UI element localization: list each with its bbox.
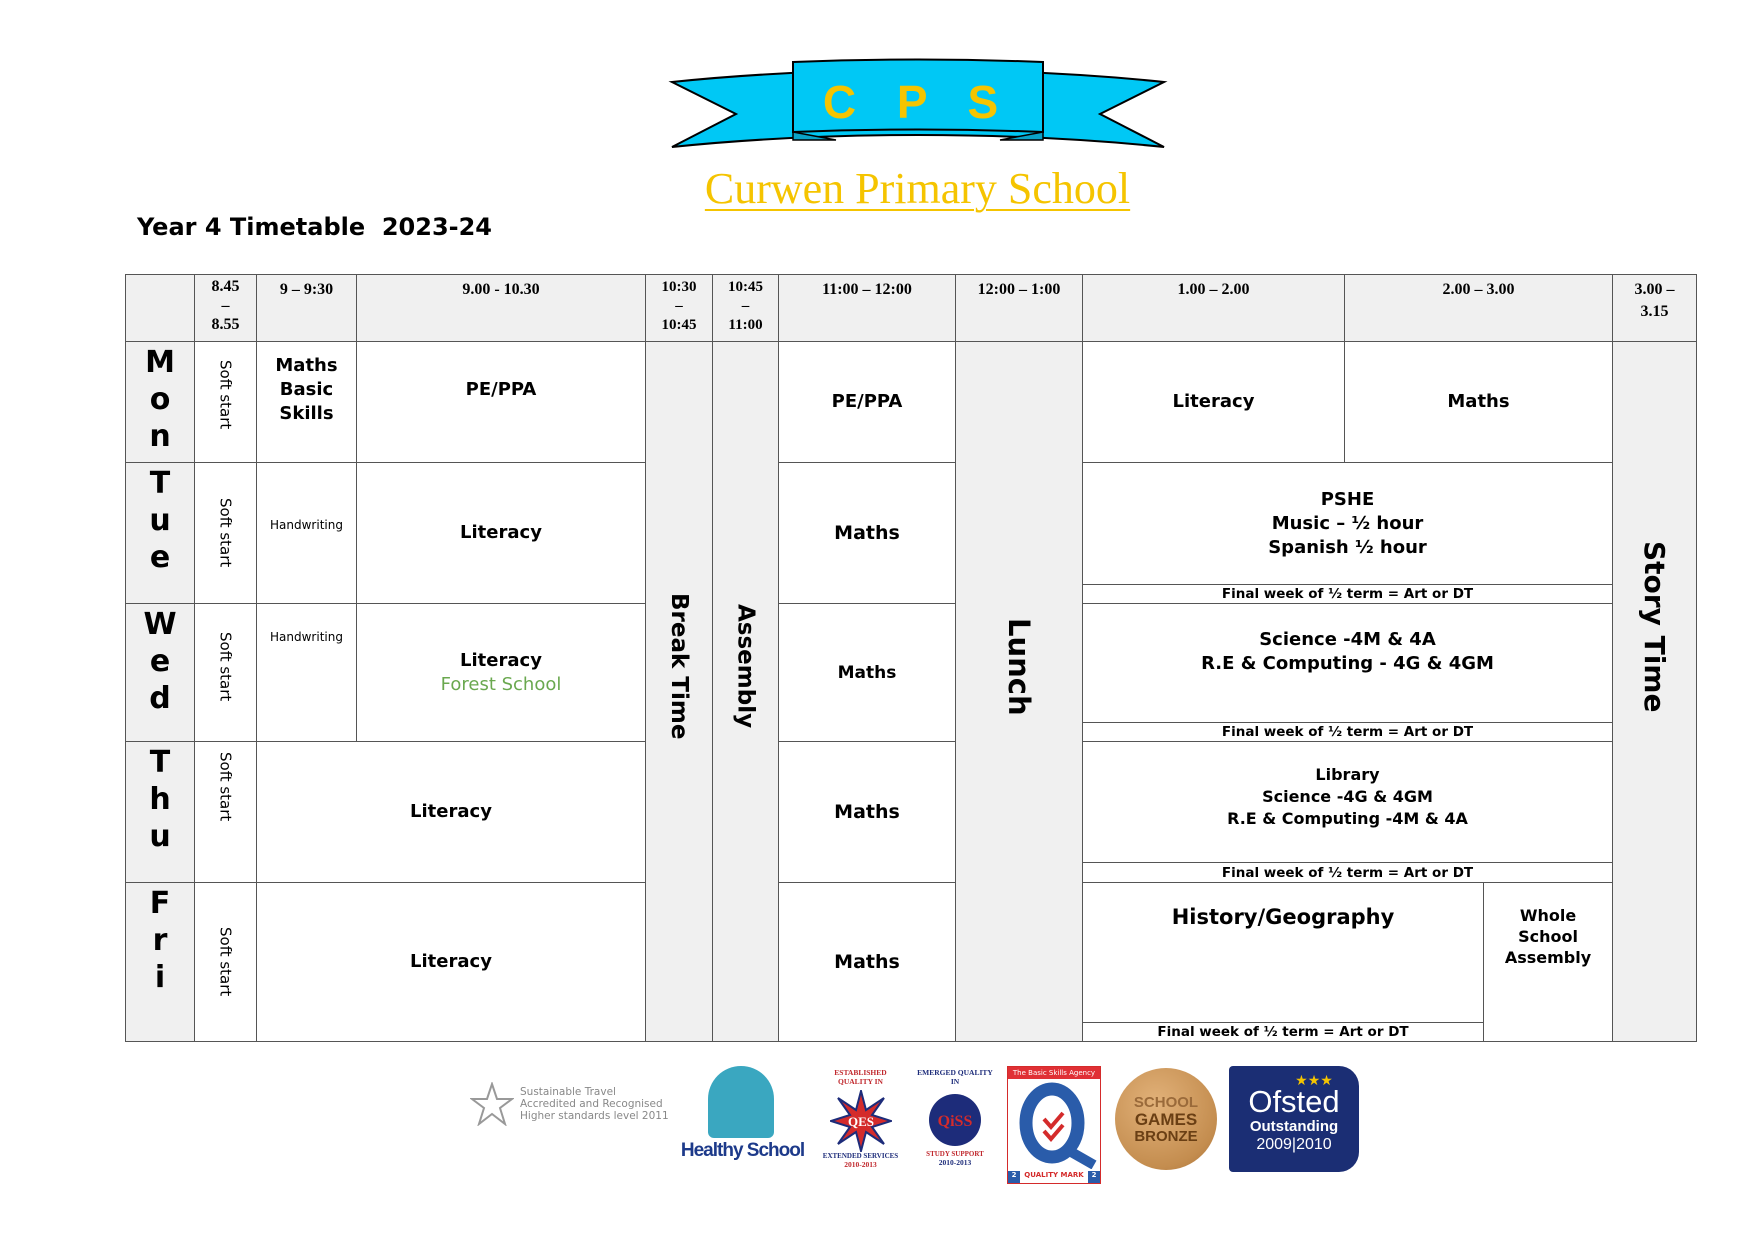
thu-late-morning-lesson: Maths <box>778 741 956 883</box>
stars-icon: ★★★ <box>1295 1072 1333 1088</box>
school-name[interactable]: Curwen Primary School <box>704 164 1131 213</box>
day-label-tue: T u e <box>125 462 195 604</box>
qiss-circle-icon <box>927 1092 983 1148</box>
fri-morning-lesson: Literacy <box>256 882 646 1042</box>
story-time-cell: Story Time <box>1612 341 1697 1042</box>
qes-star-icon <box>830 1090 892 1152</box>
day-label-mon: M o n <box>125 341 195 463</box>
fri-late-morning-lesson: Maths <box>778 882 956 1042</box>
assembly-cell: Assembly <box>712 341 779 1042</box>
q-checkmark-icon <box>1008 1079 1100 1169</box>
wed-late-morning-lesson: Maths <box>778 603 956 742</box>
mon-afternoon-2: Maths <box>1344 341 1613 463</box>
soft-start-tue: Soft start <box>194 462 257 604</box>
svg-text:QES: QES <box>847 1114 874 1129</box>
banner-text: C P S <box>822 76 1013 128</box>
tue-morning-lesson: Literacy <box>356 462 646 604</box>
forest-school-note: Forest School <box>440 673 562 695</box>
mon-maths-basic-skills: Maths Basic Skills <box>256 341 357 463</box>
mon-afternoon-1: Literacy <box>1082 341 1345 463</box>
header-col-0900: 9 – 9:30 <box>256 274 357 342</box>
day-label-thu: T h u <box>125 741 195 883</box>
tue-afternoon: PSHE Music – ½ hour Spanish ½ hour <box>1082 462 1613 585</box>
svg-text:QiSS: QiSS <box>937 1113 973 1130</box>
thu-afternoon: Library Science -4G & 4GM R.E & Computing -4M & 4A <box>1082 741 1613 863</box>
thu-morning-lesson: Literacy <box>256 741 646 883</box>
day-label-fri: F r i <box>125 882 195 1042</box>
healthy-school-figures-icon <box>708 1066 774 1138</box>
thu-final-week-note: Final week of ½ term = Art or DT <box>1082 862 1613 883</box>
soft-start-thu: Soft start <box>194 741 257 883</box>
tue-handwriting: Handwriting <box>256 462 357 604</box>
lunch-cell: Lunch <box>955 341 1083 1042</box>
basic-skills-quality-mark-logo: The Basic Skills Agency 2 QUALITY MARK 2 <box>1007 1066 1101 1184</box>
header-col-1400: 2.00 – 3.00 <box>1344 274 1613 342</box>
header-col-1045: 10:45 – 11:00 <box>712 274 779 342</box>
header-col-0845: 8.45 – 8.55 <box>194 274 257 342</box>
ofsted-outstanding-logo: ★★★ Ofsted Outstanding 2009|2010 <box>1229 1066 1359 1172</box>
soft-start-wed: Soft start <box>194 603 257 742</box>
day-label-wed: W e d <box>125 603 195 742</box>
page-title: Year 4 Timetable 2023-24 <box>137 213 492 241</box>
qiss-logo: EMERGED QUALITY IN QiSS STUDY SUPPORT 2010-2013 <box>917 1068 993 1167</box>
wed-handwriting: Handwriting <box>256 603 357 742</box>
header-corner <box>125 274 195 342</box>
break-time-cell: Break Time <box>645 341 713 1042</box>
star-icon <box>470 1082 514 1126</box>
wed-afternoon: Science -4M & 4A R.E & Computing - 4G & 4GM <box>1082 603 1613 723</box>
header-col-1100: 11:00 – 12:00 <box>778 274 956 342</box>
soft-start-fri: Soft start <box>194 882 257 1042</box>
wed-morning-lesson: Literacy Forest School <box>356 603 646 742</box>
school-games-bronze-logo: SCHOOL GAMES BRONZE <box>1115 1068 1217 1170</box>
header-col-1030: 10:30 – 10:45 <box>645 274 713 342</box>
soft-start-mon: Soft start <box>194 341 257 463</box>
qes-logo: ESTABLISHED QUALITY IN QES EXTENDED SERVICES 2010-2013 <box>822 1068 899 1169</box>
fri-afternoon-1: History/Geography <box>1082 882 1484 1023</box>
tue-final-week-note: Final week of ½ term = Art or DT <box>1082 584 1613 604</box>
tue-late-morning-lesson: Maths <box>778 462 956 604</box>
mon-morning-lesson: PE/PPA <box>356 341 646 463</box>
sustainable-travel-logo: Sustainable Travel Accredited and Recognised Higher standards level 2011 <box>520 1086 669 1122</box>
wed-final-week-note: Final week of ½ term = Art or DT <box>1082 722 1613 742</box>
healthy-school-logo: Healthy School <box>680 1066 805 1171</box>
header-col-0900-1030: 9.00 - 10.30 <box>356 274 646 342</box>
fri-final-week-note: Final week of ½ term = Art or DT <box>1082 1022 1484 1042</box>
fri-whole-school-assembly: Whole School Assembly <box>1483 882 1613 1042</box>
header-col-1200: 12:00 – 1:00 <box>955 274 1083 342</box>
header-col-1500: 3.00 – 3.15 <box>1612 274 1697 342</box>
mon-late-morning-lesson: PE/PPA <box>778 341 956 463</box>
header-col-1300: 1.00 – 2.00 <box>1082 274 1345 342</box>
